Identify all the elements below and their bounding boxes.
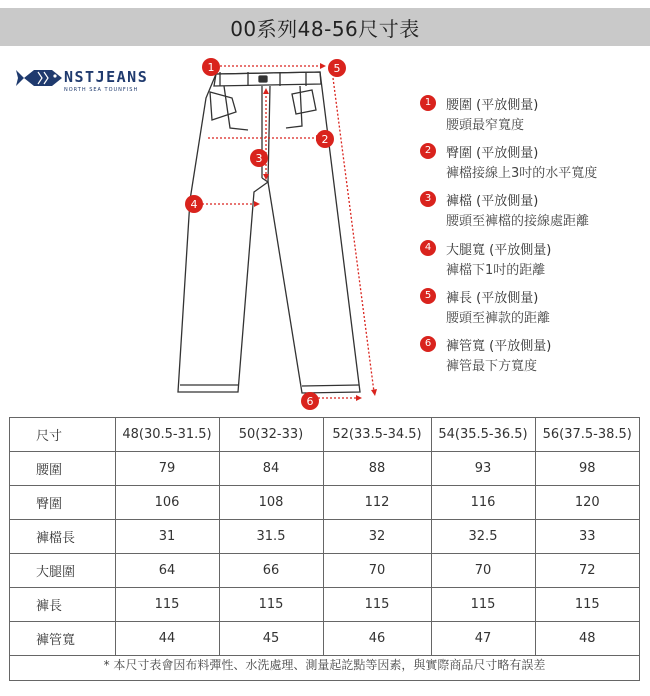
- fish-icon: [16, 70, 62, 86]
- marker-2: [316, 130, 334, 148]
- table-row: [10, 588, 639, 622]
- table-cell: 70: [323, 554, 431, 588]
- table-cell: 93: [431, 452, 535, 486]
- table-header: 56(37.5-38.5): [535, 418, 639, 452]
- table-header: 尺寸: [10, 418, 115, 452]
- legend-number: 1: [420, 95, 436, 111]
- legend-number: 4: [420, 240, 436, 256]
- table-cell: 45: [219, 622, 323, 656]
- table-cell: 115: [535, 588, 639, 622]
- table-row-label: 臀圍: [10, 486, 115, 520]
- svg-text:4: 4: [190, 198, 198, 211]
- table-cell: 66: [219, 554, 323, 588]
- legend-description: 腰頭至褲款的距離: [446, 311, 551, 326]
- legend-number: 6: [420, 336, 436, 352]
- table-cell: 120: [535, 486, 639, 520]
- page-title: 00系列48-56尺寸表: [230, 16, 420, 41]
- table-cell: 32.5: [431, 520, 535, 554]
- legend-description: 褲管最下方寬度: [446, 359, 538, 374]
- table-row: [10, 486, 639, 520]
- svg-text:2: 2: [321, 133, 329, 146]
- svg-text:3: 3: [255, 152, 263, 165]
- legend-name: 褲檔 (平放側量): [446, 194, 539, 209]
- table-cell: 88: [323, 452, 431, 486]
- table-cell: 79: [115, 452, 219, 486]
- table-cell: 115: [219, 588, 323, 622]
- brand-logo: [16, 68, 148, 93]
- legend-description: 褲檔下1吋的距離: [446, 263, 546, 278]
- size-table: [10, 418, 639, 656]
- table-row-label: 褲管寬: [10, 622, 115, 656]
- table-cell: 116: [431, 486, 535, 520]
- table-row-label: 褲檔長: [10, 520, 115, 554]
- table-cell: 70: [431, 554, 535, 588]
- legend-name: 大腿寬 (平放側量): [446, 243, 552, 258]
- table-cell: 31: [115, 520, 219, 554]
- table-header-row: [10, 418, 639, 452]
- svg-text:5: 5: [333, 62, 341, 75]
- table-header: 48(30.5-31.5): [115, 418, 219, 452]
- marker-4: [185, 195, 203, 213]
- table-cell: 72: [535, 554, 639, 588]
- legend-description: 褲檔接線上3吋的水平寬度: [446, 166, 598, 181]
- disclaimer-note: * 本尺寸表會因布料彈性、水洗處理、測量起訖點等因素，與實際商品尺寸略有誤差: [103, 658, 546, 672]
- legend-name: 腰圍 (平放側量): [446, 98, 539, 113]
- table-cell: 47: [431, 622, 535, 656]
- marker-6: [301, 392, 319, 410]
- table-row: [10, 520, 639, 554]
- table-header: 52(33.5-34.5): [323, 418, 431, 452]
- table-row-label: 大腿圍: [10, 554, 115, 588]
- pants-diagram: [0, 50, 650, 415]
- legend-number: 2: [420, 143, 436, 159]
- table-cell: 108: [219, 486, 323, 520]
- table-cell: 115: [115, 588, 219, 622]
- marker-3: [250, 149, 268, 167]
- table-cell: 33: [535, 520, 639, 554]
- legend-name: 褲長 (平放側量): [446, 291, 539, 306]
- table-row: [10, 452, 639, 486]
- svg-text:6: 6: [306, 395, 314, 408]
- legend-name: 臀圍 (平放側量): [446, 146, 539, 161]
- table-header: 54(35.5-36.5): [431, 418, 535, 452]
- table-cell: 64: [115, 554, 219, 588]
- pants-outline: [178, 72, 360, 393]
- table-row: [10, 554, 639, 588]
- marker-1: [202, 58, 220, 76]
- legend-name: 褲管寬 (平放側量): [446, 339, 552, 354]
- table-cell: 31.5: [219, 520, 323, 554]
- brand-tagline: NORTH SEA TOUNFISH: [64, 87, 139, 93]
- table-cell: 48: [535, 622, 639, 656]
- table-cell: 46: [323, 622, 431, 656]
- table-cell: 84: [219, 452, 323, 486]
- legend-number: 5: [420, 288, 436, 304]
- table-cell: 115: [323, 588, 431, 622]
- svg-text:1: 1: [207, 61, 215, 74]
- table-row: [10, 622, 639, 656]
- size-table-frame: [9, 417, 640, 681]
- table-cell: 44: [115, 622, 219, 656]
- legend-description: 腰頭最窄寬度: [446, 118, 525, 133]
- marker-5: [328, 59, 346, 77]
- table-cell: 106: [115, 486, 219, 520]
- table-row-label: 腰圍: [10, 452, 115, 486]
- legend-number: 3: [420, 191, 436, 207]
- brand-name: NSTJEANS: [64, 68, 149, 86]
- table-row-label: 褲長: [10, 588, 115, 622]
- table-cell: 32: [323, 520, 431, 554]
- legend-description: 腰頭至褲檔的接線處距離: [446, 214, 590, 229]
- table-header: 50(32-33): [219, 418, 323, 452]
- title-bar: [0, 8, 650, 46]
- table-cell: 112: [323, 486, 431, 520]
- table-cell: 98: [535, 452, 639, 486]
- table-cell: 115: [431, 588, 535, 622]
